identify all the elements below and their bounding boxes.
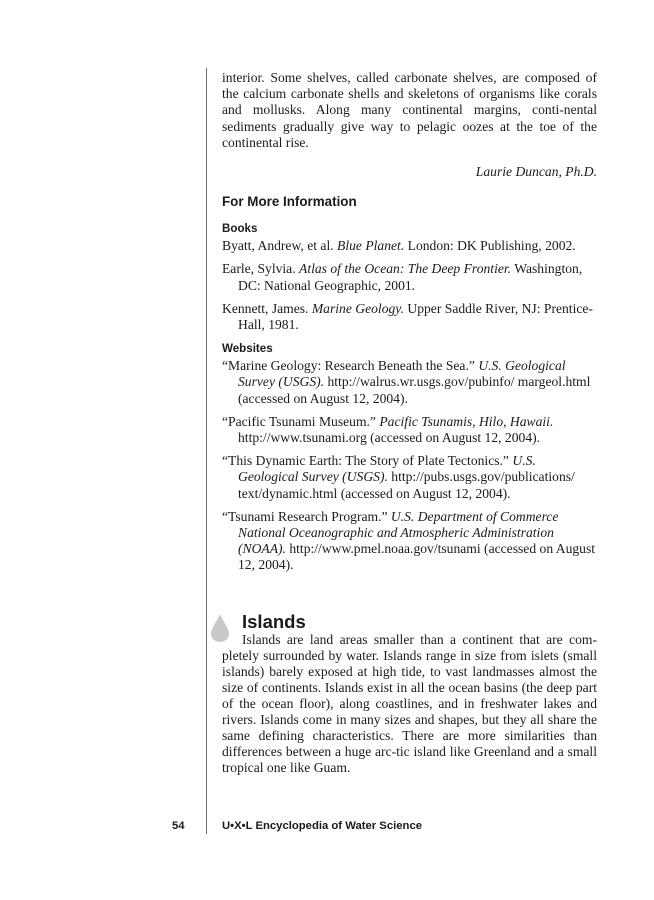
website-reference: “This Dynamic Earth: The Story of Plate Tectonics.” U.S. Geological Survey (USGS). http://pubs.usgs.gov/publications/ text/dynamic.html (accessed on August 12, 2004). bbox=[222, 453, 575, 501]
book-reference: Byatt, Andrew, et al. Blue Planet. London: DK Publishing, 2002. bbox=[222, 238, 576, 254]
author-signature: Laurie Duncan, Ph.D. bbox=[475, 164, 597, 180]
websites-heading: Websites bbox=[222, 342, 273, 356]
page-number: 54 bbox=[172, 820, 185, 832]
islands-section bbox=[222, 612, 597, 777]
websites-list bbox=[222, 358, 597, 573]
books-heading: Books bbox=[222, 222, 258, 236]
islands-heading: Islands bbox=[242, 610, 306, 632]
website-reference: “Marine Geology: Research Beneath the Sea.” U.S. Geological Survey (USGS). http://walrus.wr.usgs.gov/pubinfo/ margeol.html (accessed on August 12, 2004). bbox=[222, 358, 591, 406]
more-info-heading: For More Information bbox=[222, 194, 357, 210]
book-reference: Kennett, James. Marine Geology. Upper Saddle River, NJ: Prentice-Hall, 1981. bbox=[222, 300, 593, 333]
website-reference: “Pacific Tsunami Museum.” Pacific Tsunamis, Hilo, Hawaii. http://www.tsunami.org (accessed on August 12, 2004). bbox=[222, 413, 554, 446]
book-reference: Earle, Sylvia. Atlas of the Ocean: The Deep Frontier. Washington, DC: National Geographic, 2001. bbox=[222, 261, 583, 293]
column-rule bbox=[206, 68, 207, 834]
intro-paragraph: interior. Some shelves, called carbonate shelves, are composed of the calcium carbonate shells and skeletons of organisms like corals and mollusks. Along many continental margins, conti-nental sediments gradually give way to pelagic oozes at the toe of the continental rise. bbox=[222, 70, 597, 150]
books-list bbox=[222, 238, 597, 333]
islands-paragraph: Islands are land areas smaller than a continent that are com-pletely surrounded by water. Islands range in size from islets (small islands) barely exposed at high tide, to vast landmasses almost the size of continents. Islands exist in all the ocean basins (the deep part of the ocean floor), along coastlines, and in freshwater lakes and rivers. Islands come in many sizes and shapes, but they all share the same defining characteristics. There are more similarities than differences between a huge arc-tic island like Greenland and a small tropical one like Guam. bbox=[222, 631, 597, 776]
water-drop-icon bbox=[210, 613, 230, 643]
website-reference: “Tsunami Research Program.” U.S. Department of Commerce National Oceanographic and Atmospheric Administration (NOAA). http://www.pmel.noaa.gov/tsunami (accessed on August 12, 2004). bbox=[222, 508, 596, 573]
book-title-footer: U•X•L Encyclopedia of Water Science bbox=[222, 820, 423, 832]
main-column bbox=[222, 70, 597, 777]
